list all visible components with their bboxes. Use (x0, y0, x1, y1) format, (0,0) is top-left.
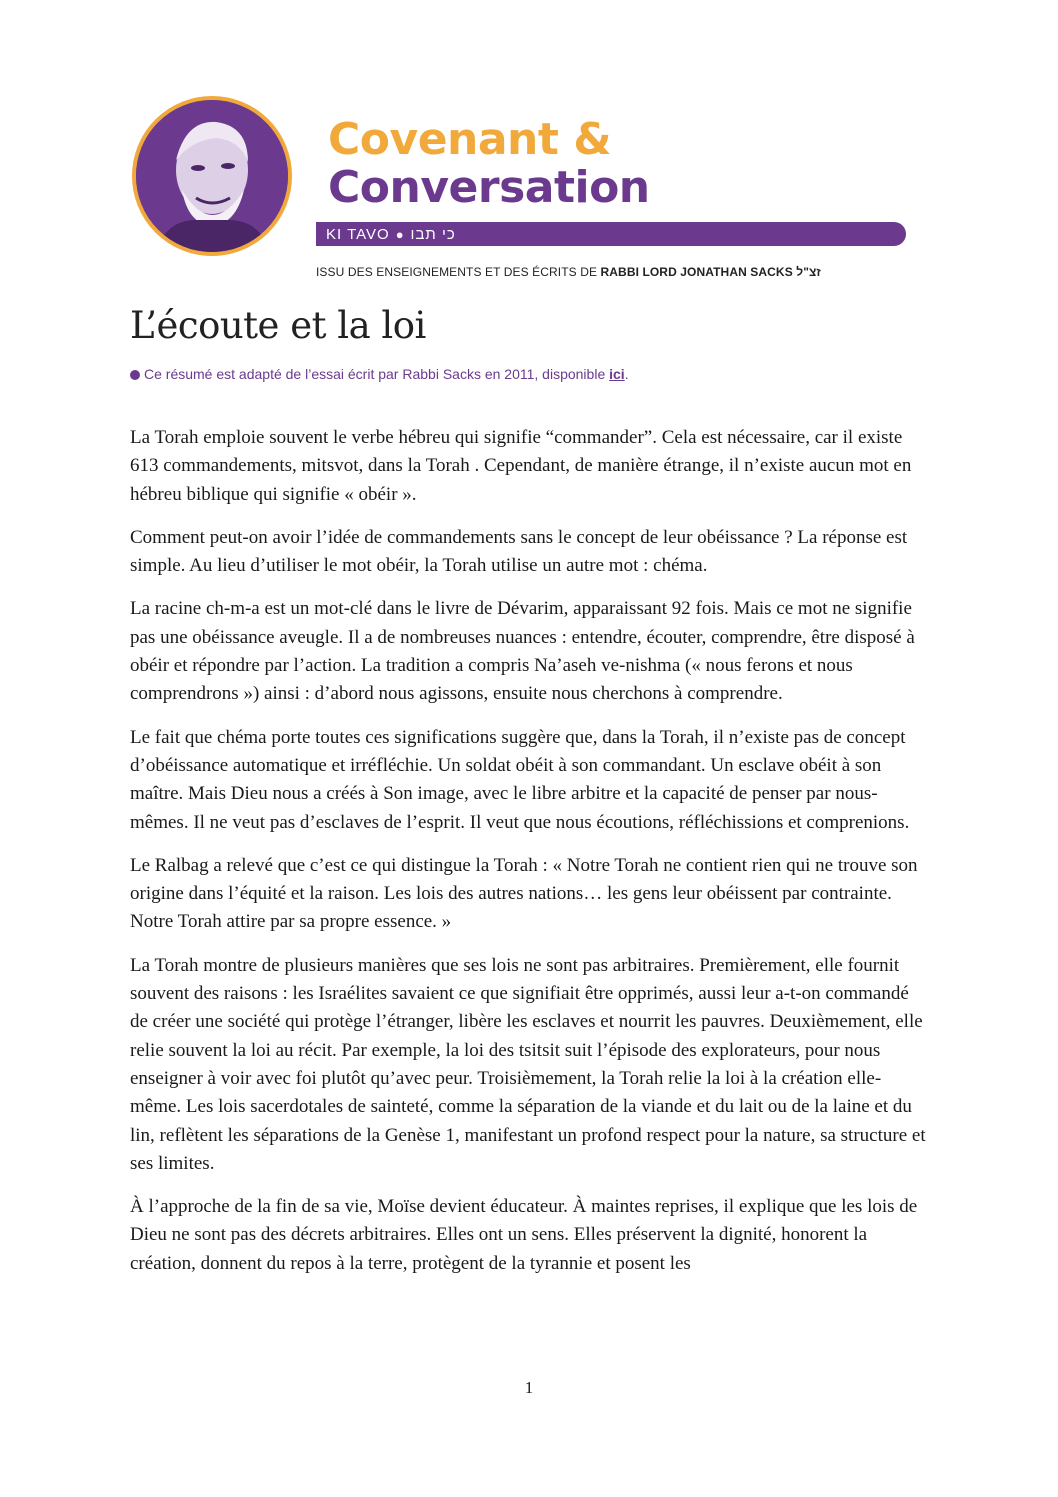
parsha-bar (316, 222, 906, 246)
paragraph: La Torah emploie souvent le verbe hébreu qui signifie “commander”. Cela est nécessaire, car il existe 613 commandements, mitsvot, dans la Torah . Cependant, de manière étrange, il n’existe aucun mot en hébreu biblique qui signifie « obéir ». (130, 427, 912, 505)
source-link[interactable]: ici (609, 366, 625, 382)
bullet-dot-icon (130, 370, 140, 380)
paragraph: À l’approche de la fin de sa vie, Moïse devient éducateur. À maintes reprises, il explique que les lois de Dieu ne sont pas des décrets arbitraires. Elles ont un sens. Elles préservent la dignité, honorent la création, donnent du repos à la terre, protègent de la tyrannie et posent les (130, 1196, 918, 1274)
brand-title-line1: Covenant & (328, 114, 612, 165)
paragraph: Le fait que chéma porte toutes ces significations suggère que, dans la Torah, il n’existe pas de concept d’obéissance automatique et irréfléchie. Un soldat obéit à son commandant. Un esclave obéit à son maître. Mais Dieu nous a créés à Son image, avec le libre arbitre et la capacité de penser par nous-mêmes. Il ne veut pas d’esclaves de l’esprit. Il veut que nous écoutions, réfléchissions et comprenions. (130, 726, 910, 833)
paragraph: La racine ch-m-a est un mot-clé dans le livre de Dévarim, apparaissant 92 fois. Mais ce mot ne signifie pas une obéissance aveugle. Il a de nombreuses nuances : entendre, écouter, comprendre, être disposé à obéir et répondre par l’action. La tradition a compris Na’aseh ve-nishma (« nous ferons et nous comprendrons ») ainsi : d’abord nous agissons, ensuite nous cherchons à comprendre. (130, 598, 915, 705)
author-portrait (132, 96, 292, 256)
tagline (316, 265, 916, 279)
tagline-name: RABBI LORD JONATHAN SACKS (600, 265, 793, 279)
paragraph: Comment peut-on avoir l’idée de commandements sans le concept de leur obéissance ? La réponse est simple. Au lieu d’utiliser le mot obéir, la Torah utilise un autre mot : chéma. (130, 526, 908, 577)
summary-note-end: . (624, 366, 629, 382)
summary-note (130, 366, 629, 382)
parsha-hebrew: כי תבו (410, 225, 456, 243)
portrait-illustration (136, 100, 288, 252)
tagline-suffix: זצ"ל (796, 265, 821, 279)
tagline-prefix: ISSU DES ENSEIGNEMENTS ET DES ÉCRITS DE (316, 265, 598, 279)
article-body (130, 424, 930, 1293)
document-header (0, 0, 1058, 300)
page-title: L’écoute et la loi (130, 304, 426, 347)
paragraph: La Torah montre de plusieurs manières que ses lois ne sont pas arbitraires. Premièrement, elle fournit souvent des raisons : les Israélites savaient ce que signifiait être opprimés, aussi leur a-t-on commandé de créer une société qui protège l’étranger, libère les esclaves et nourrit les pauvres. Deuxièmement, elle relie souvent la loi au récit. Par exemple, la loi des tsitsit suit l’épisode des explorateurs, pour nous enseigner à voir avec foi plutôt qu’avec peur. Troisièmement, la Torah relie la loi à la création elle-même. Les lois sacerdotales de sainteté, comme la séparation de la viande et du lait ou de la laine et du lin, reflètent les séparations de la Genèse 1, manifestant un profond respect pour la nature, sa structure et ses limites. (130, 954, 926, 1174)
parsha-separator: ● (395, 226, 405, 242)
paragraph: Le Ralbag a relevé que c’est ce qui distingue la Torah : « Notre Torah ne contient rien qui ne trouve son origine dans l’équité et la raison. Les lois des autres nations… les gens leur obéissent par contrainte. Notre Torah attire par sa propre essence. » (130, 854, 918, 933)
parsha-latin: KI TAVO (326, 225, 390, 243)
summary-note-text: Ce résumé est adapté de l’essai écrit par Rabbi Sacks en 2011, disponible (144, 366, 606, 382)
brand-title-line2: Conversation (328, 162, 650, 213)
page-number: 1 (524, 1378, 534, 1397)
